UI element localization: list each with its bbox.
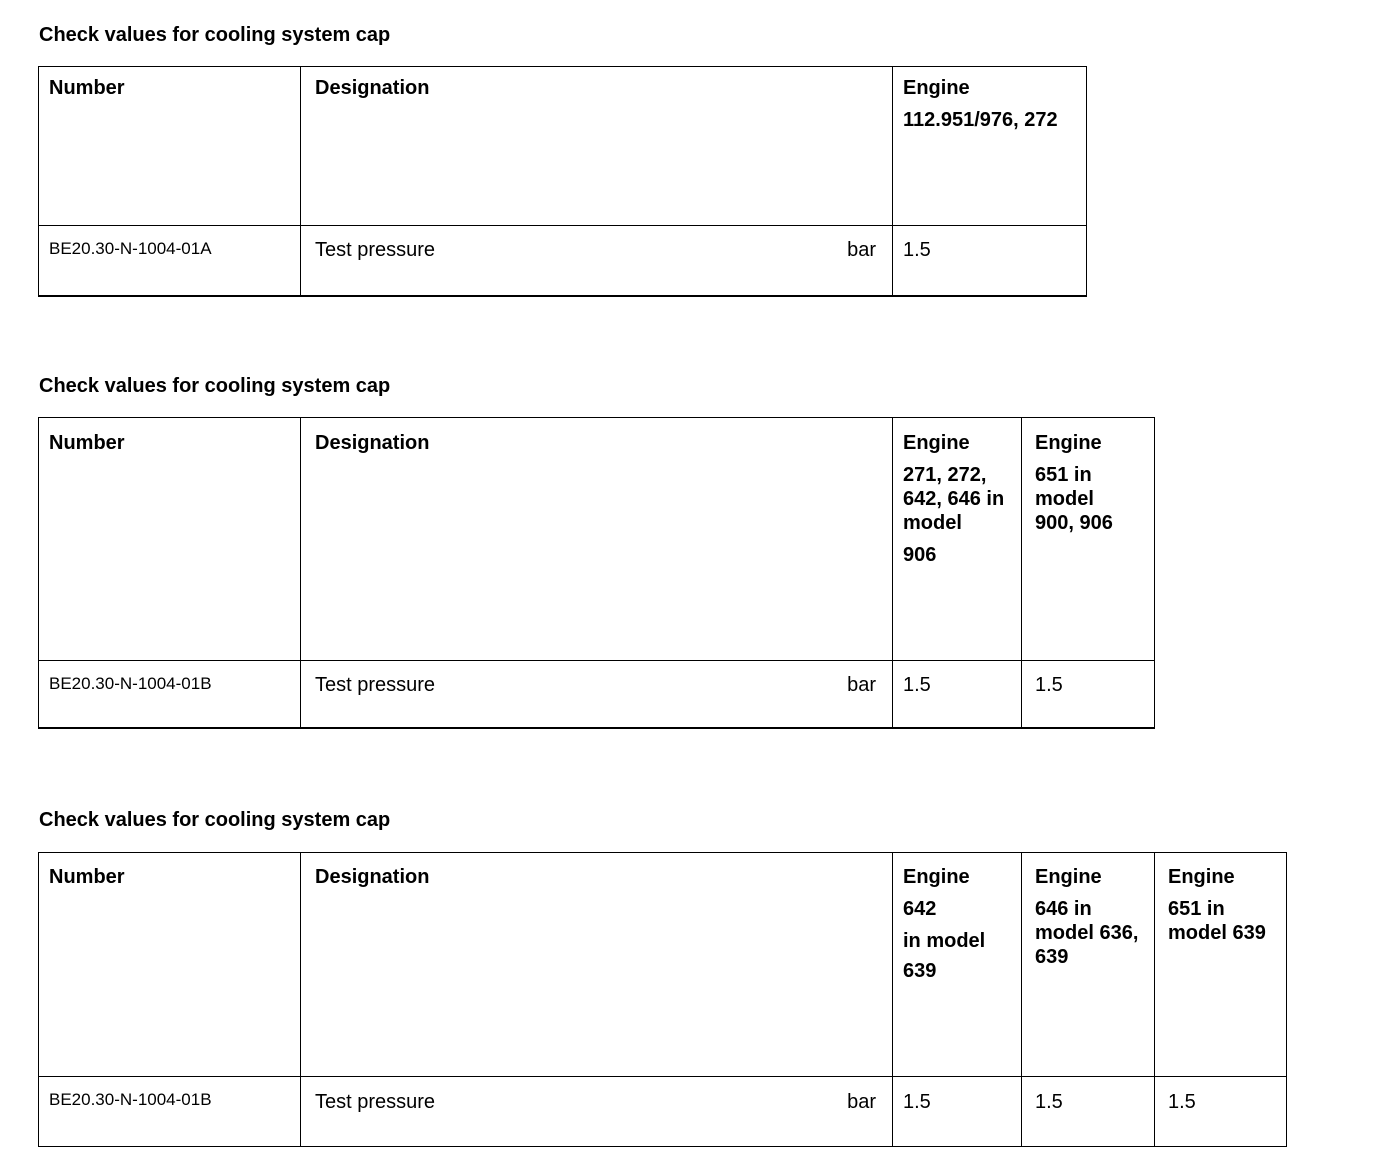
engine-spec-line: 642 (903, 898, 937, 920)
header-number: Number (49, 432, 125, 454)
engine-spec-line: model (903, 512, 962, 534)
engine-spec-line: in model (903, 930, 986, 952)
row-designation-cell (301, 226, 893, 296)
engine-spec-line: 900, 906 (1035, 512, 1113, 534)
header-engine-cell (1022, 418, 1155, 661)
table-1-header-row (39, 67, 1087, 226)
row-number: BE20.30-N-1004-01B (49, 1090, 212, 1109)
row-unit: bar (847, 674, 876, 696)
row-value: 1.5 (903, 239, 931, 261)
table-row (39, 226, 1087, 296)
table-1-title: Check values for cooling system cap (39, 24, 391, 46)
header-designation-cell (301, 67, 893, 226)
header-number: Number (49, 866, 125, 888)
engine-label: Engine (1035, 432, 1102, 454)
header-designation: Designation (315, 432, 430, 454)
engine-label: Engine (1035, 866, 1102, 888)
engine-spec-line: model 639 (1168, 922, 1266, 944)
row-designation-cell (301, 1077, 893, 1147)
row-value: 1.5 (903, 674, 931, 696)
row-number-cell (39, 226, 301, 296)
row-number-cell (39, 661, 301, 728)
table-2-header-row (39, 418, 1155, 661)
table-2-title: Check values for cooling system cap (39, 375, 391, 397)
row-value-cell (893, 1077, 1022, 1147)
row-number: BE20.30-N-1004-01A (49, 239, 212, 258)
engine-spec-line: 112.951/976, 272 (903, 109, 1058, 131)
row-value-cell (1155, 1077, 1287, 1147)
row-number: BE20.30-N-1004-01B (49, 674, 212, 693)
row-designation-cell (301, 661, 893, 728)
row-value: 1.5 (1035, 1091, 1063, 1113)
row-value: 1.5 (903, 1091, 931, 1113)
header-designation: Designation (315, 77, 430, 99)
row-value-cell (1022, 1077, 1155, 1147)
table-1 (38, 66, 1087, 297)
engine-spec-line: 271, 272, (903, 464, 987, 486)
engine-label: Engine (903, 866, 970, 888)
engine-spec-line: 646 in (1035, 898, 1092, 920)
row-unit: bar (847, 1091, 876, 1113)
engine-label: Engine (903, 432, 970, 454)
table-row (39, 661, 1155, 728)
header-number: Number (49, 77, 125, 99)
engine-spec-line: 906 (903, 544, 937, 566)
header-engine-cell (1155, 853, 1287, 1077)
engine-spec-line: 651 in (1035, 464, 1092, 486)
header-engine-cell (893, 418, 1022, 661)
row-value-cell (1022, 661, 1155, 728)
table-3-title: Check values for cooling system cap (39, 809, 391, 831)
row-value: 1.5 (1168, 1091, 1196, 1113)
engine-label: Engine (903, 77, 970, 99)
header-designation-cell (301, 418, 893, 661)
header-engine-cell (1022, 853, 1155, 1077)
header-number-cell (39, 418, 301, 661)
header-engine-cell (893, 853, 1022, 1077)
header-designation-cell (301, 853, 893, 1077)
engine-spec-line: 639 (1035, 946, 1069, 968)
row-value-cell (893, 226, 1087, 296)
row-designation: Test pressure (315, 674, 436, 696)
engine-spec-line: 639 (903, 960, 937, 982)
header-engine-cell (893, 67, 1087, 226)
table-3-header-row (39, 853, 1287, 1077)
table-3 (38, 852, 1287, 1147)
engine-spec-line: model (1035, 488, 1094, 510)
row-value-cell (893, 661, 1022, 728)
engine-spec-line: 651 in (1168, 898, 1225, 920)
engine-spec-line: 642, 646 in (903, 488, 1005, 510)
table-row (39, 1077, 1287, 1147)
row-designation: Test pressure (315, 239, 436, 261)
header-number-cell (39, 853, 301, 1077)
header-number-cell (39, 67, 301, 226)
row-designation: Test pressure (315, 1091, 436, 1113)
engine-spec-line: model 636, (1035, 922, 1139, 944)
table-2 (38, 417, 1155, 729)
row-unit: bar (847, 239, 876, 261)
row-number-cell (39, 1077, 301, 1147)
engine-label: Engine (1168, 866, 1235, 888)
row-value: 1.5 (1035, 674, 1063, 696)
header-designation: Designation (315, 866, 430, 888)
